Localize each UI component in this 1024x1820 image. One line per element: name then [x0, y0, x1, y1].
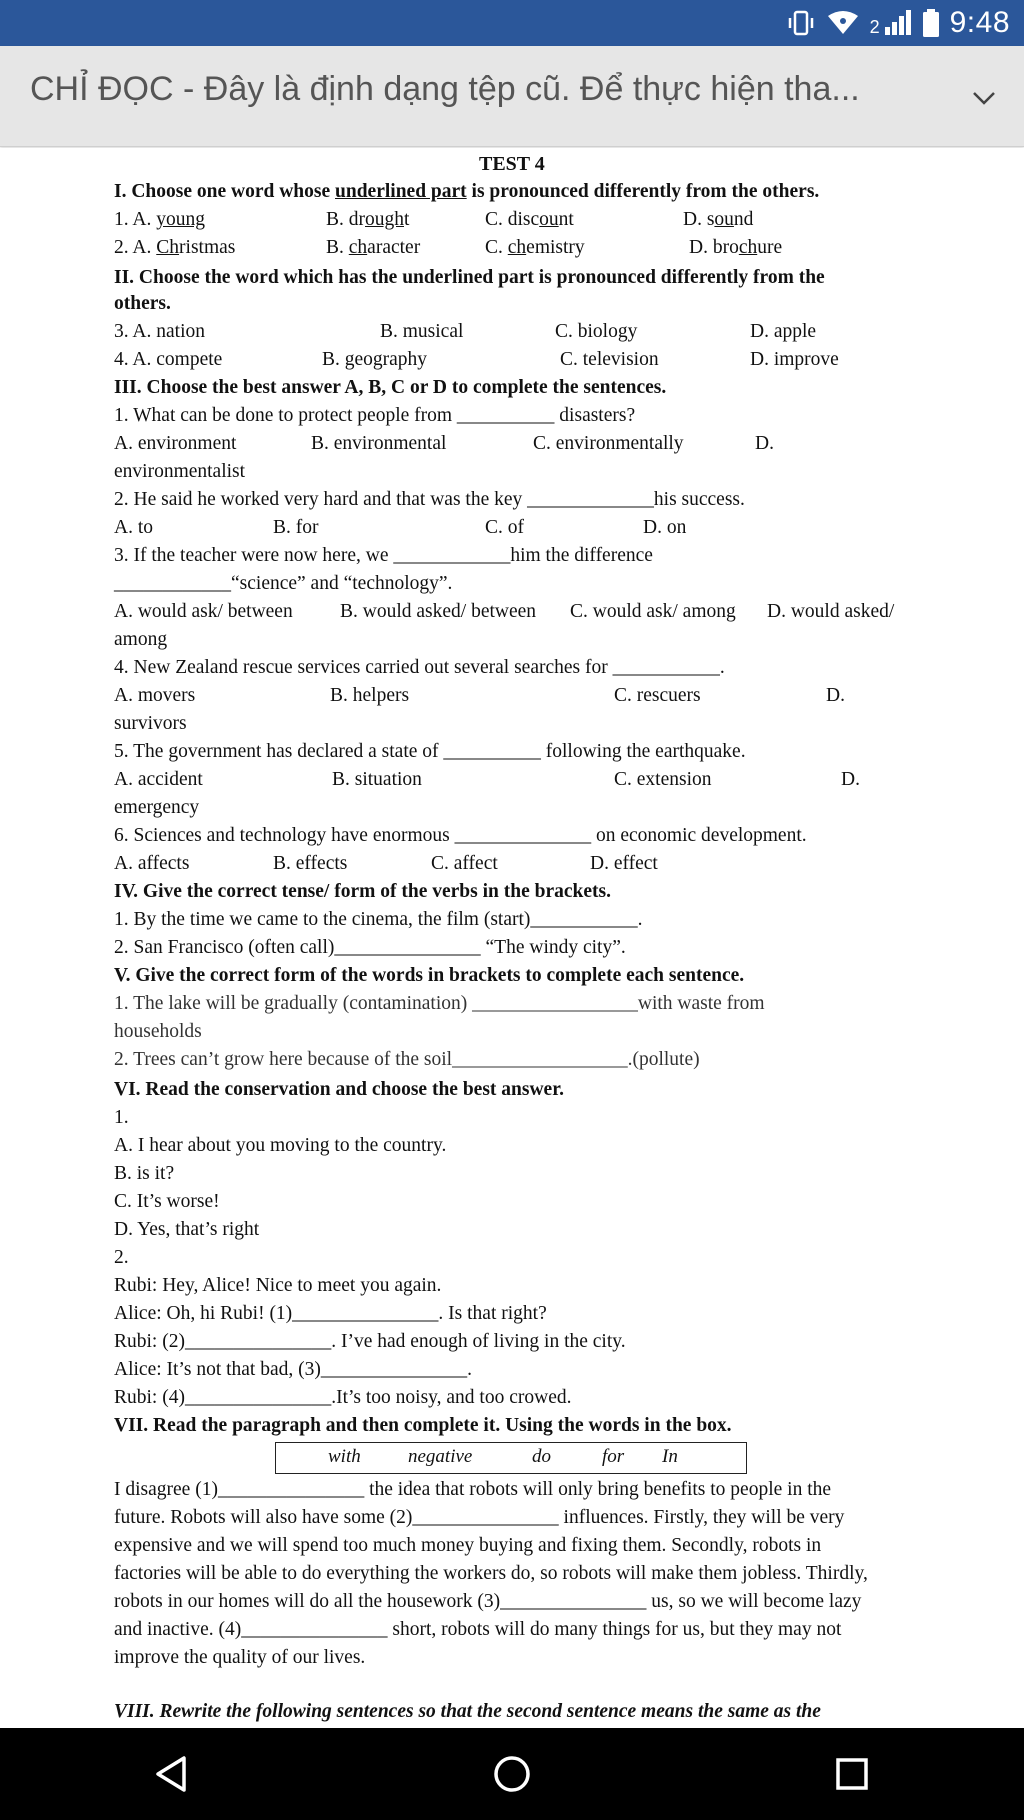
conversation-2-label: 2. — [114, 1247, 129, 1268]
q4-option-c: C. television — [560, 349, 659, 370]
m2-option-b: B. for — [273, 517, 319, 538]
recents-icon[interactable] — [828, 1750, 876, 1798]
section-6-heading: VI. Read the conservation and choose the best answer. — [114, 1079, 564, 1100]
m4-option-c: C. rescuers — [614, 685, 701, 706]
m1-option-d: D. — [755, 433, 774, 454]
q1-option-d: D. sound — [683, 209, 754, 230]
m6-option-b: B. effects — [273, 853, 348, 874]
q4-option-b: B. geography — [322, 349, 428, 370]
home-icon[interactable] — [488, 1750, 536, 1798]
m5-option-d: D. — [841, 769, 860, 790]
q3-option-c: C. biology — [555, 321, 638, 342]
word-box-item: with — [328, 1446, 361, 1467]
mc-question-3-cont: ____________“science” and “technology”. — [114, 573, 453, 594]
read-only-banner[interactable] — [0, 46, 1024, 147]
m2-option-d: D. on — [643, 517, 687, 538]
paragraph-line: future. Robots will also have some (2)_______________ influences. Firstly, they will be very — [114, 1507, 845, 1528]
paragraph-line: robots in our homes will do all the housework (3)_______________ us, so we will become lazy — [114, 1591, 862, 1612]
m1-option-d-cont: environmentalist — [114, 461, 246, 482]
q3-option-b: B. musical — [380, 321, 464, 342]
word-form-question-1-cont: households — [114, 1021, 202, 1042]
dialogue-line-5: Rubi: (4)_______________.It’s too noisy, and too crowed. — [114, 1387, 572, 1408]
paragraph-line: improve the quality of our lives. — [114, 1647, 366, 1668]
m5-option-c: C. extension — [614, 769, 712, 790]
dialogue-line-3: Rubi: (2)_______________. I’ve had enough of living in the city. — [114, 1331, 626, 1352]
section-1-heading: I. Choose one word whose underlined part is pronounced differently from the others. — [114, 181, 820, 202]
m4-option-b: B. helpers — [330, 685, 410, 706]
q3-option-d: D. apple — [750, 321, 817, 342]
test-title: TEST 4 — [479, 153, 545, 175]
m1-option-b: B. environmental — [311, 433, 447, 454]
network-label: 2 — [869, 16, 880, 37]
m1-option-a: A. environment — [114, 433, 237, 454]
back-icon[interactable] — [148, 1750, 196, 1798]
verb-question-2: 2. San Francisco (often call)_______________ “The windy city”. — [114, 937, 626, 958]
q3-option-a: 3. A. nation — [114, 321, 205, 342]
mc-question-1: 1. What can be done to protect people from __________ disasters? — [114, 405, 636, 426]
mc-question-3: 3. If the teacher were now here, we ____________him the difference — [114, 545, 653, 566]
q4-option-a: 4. A. compete — [114, 349, 223, 370]
m3-option-c: C. would ask/ among — [570, 601, 736, 622]
m3-option-b: B. would asked/ between — [340, 601, 537, 622]
m2-option-a: A. to — [114, 517, 153, 538]
m3-option-d: D. would asked/ — [767, 601, 895, 622]
conversation-1-line-d: D. Yes, that’s right — [114, 1219, 260, 1240]
m6-option-d: D. effect — [590, 853, 658, 874]
paragraph-line: expensive and we will spend too much money buying and fixing them. Secondly, robots in — [114, 1535, 822, 1556]
m5-option-b: B. situation — [332, 769, 422, 790]
wifi-icon — [826, 8, 860, 38]
dialogue-line-2: Alice: Oh, hi Rubi! (1)_______________. Is that right? — [114, 1303, 547, 1324]
word-box-item: In — [662, 1446, 678, 1467]
paragraph-line: factories will be able to do everything the workers do, so robots will make them jobless. Thirdly, — [114, 1563, 868, 1584]
section-2-heading-cont: others. — [114, 293, 171, 314]
document-page[interactable] — [0, 148, 1024, 1728]
word-box-item: for — [602, 1446, 625, 1467]
word-box — [275, 1442, 747, 1474]
banner-text: CHỈ ĐỌC - Đây là định dạng tệp cũ. Để thực hiện tha... — [30, 70, 860, 108]
q1-option-b: B. drought — [326, 209, 410, 230]
section-7-heading: VII. Read the paragraph and then complete it. Using the words in the box. — [114, 1415, 732, 1436]
word-form-question-1: 1. The lake will be gradually (contamination) _________________with waste from — [114, 993, 765, 1014]
q2-option-d: D. brochure — [689, 237, 783, 258]
section-4-heading: IV. Give the correct tense/ form of the verbs in the brackets. — [114, 881, 611, 902]
section-8-heading: VIII. Rewrite the following sentences so that the second sentence means the same as the — [114, 1701, 821, 1722]
verb-question-1: 1. By the time we came to the cinema, the film (start)___________. — [114, 909, 643, 930]
mc-question-5: 5. The government has declared a state of __________ following the earthquake. — [114, 741, 746, 762]
q2-option-c: C. chemistry — [485, 237, 585, 258]
conversation-1-line-c: C. It’s worse! — [114, 1191, 220, 1212]
section-5-heading: V. Give the correct form of the words in brackets to complete each sentence. — [114, 965, 745, 986]
chevron-down-icon[interactable] — [966, 80, 1002, 116]
m6-option-c: C. affect — [431, 853, 498, 874]
mc-question-2: 2. He said he worked very hard and that was the key _____________his success. — [114, 489, 745, 510]
mc-question-4: 4. New Zealand rescue services carried out several searches for ___________. — [114, 657, 725, 678]
m1-option-c: C. environmentally — [533, 433, 684, 454]
m4-option-d: D. — [826, 685, 845, 706]
battery-icon — [922, 8, 940, 38]
m3-option-a: A. would ask/ between — [114, 601, 293, 622]
vibrate-icon — [786, 8, 816, 38]
status-bar — [0, 0, 1024, 46]
signal-icon — [884, 9, 912, 37]
paragraph-line: I disagree (1)_______________ the idea that robots will only bring benefits to people in the — [114, 1479, 832, 1500]
word-form-question-2: 2. Trees can’t grow here because of the soil__________________.(pollute) — [114, 1049, 700, 1070]
section-3-heading: III. Choose the best answer A, B, C or D to complete the sentences. — [114, 377, 667, 398]
m5-option-a: A. accident — [114, 769, 203, 790]
m4-option-d-cont: survivors — [114, 713, 187, 734]
navigation-bar — [0, 1728, 1024, 1820]
status-time: 9:48 — [949, 6, 1010, 39]
paragraph-line: and inactive. (4)_______________ short, robots will do many things for us, but they may not — [114, 1619, 842, 1640]
word-box-item: negative — [408, 1446, 473, 1467]
m2-option-c: C. of — [485, 517, 524, 538]
q2-option-b: B. character — [326, 237, 421, 258]
m4-option-a: A. movers — [114, 685, 196, 706]
question-1: 1. A. young — [114, 209, 206, 230]
m6-option-a: A. affects — [114, 853, 190, 874]
m5-option-d-cont: emergency — [114, 797, 200, 818]
conversation-1-line-a: A. I hear about you moving to the country. — [114, 1135, 447, 1156]
word-box-item: do — [532, 1446, 551, 1467]
question-2: 2. A. Christmas — [114, 237, 236, 258]
q4-option-d: D. improve — [750, 349, 839, 370]
mc-question-6: 6. Sciences and technology have enormous ______________ on economic development. — [114, 825, 807, 846]
m3-option-d-cont: among — [114, 629, 168, 650]
q1-option-c: C. discount — [485, 209, 574, 230]
conversation-1-label: 1. — [114, 1107, 129, 1128]
section-2-heading: II. Choose the word which has the underlined part is pronounced differently from the — [114, 267, 825, 288]
dialogue-line-1: Rubi: Hey, Alice! Nice to meet you again. — [114, 1275, 442, 1296]
conversation-1-line-b: B. is it? — [114, 1163, 175, 1184]
dialogue-line-4: Alice: It’s not that bad, (3)_______________. — [114, 1359, 472, 1380]
